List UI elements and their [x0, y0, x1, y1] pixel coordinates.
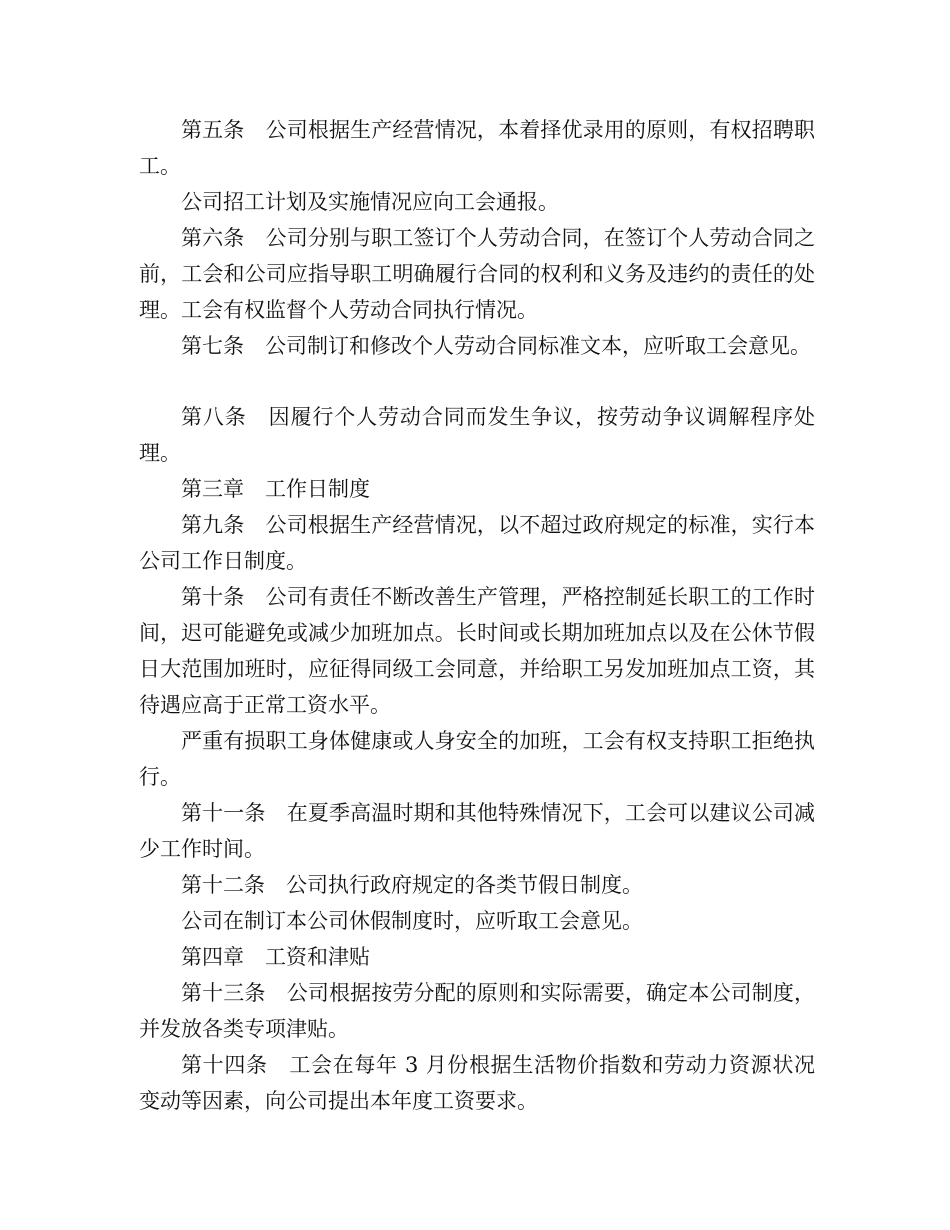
article-12-note: 公司在制订本公司休假制度时，应听取工会意见。: [181, 909, 643, 933]
article-13: 第十三条 公司根据按劳分配的原则和实际需要，确定本公司制度，并发放各类专项津贴。: [139, 981, 815, 1041]
chapter-3-heading: 第三章 工作日制度: [181, 477, 370, 501]
article-5-note: 公司招工计划及实施情况应向工会通报。: [181, 190, 559, 214]
article-6: 第六条 公司分别与职工签订个人劳动合同，在签订个人劳动合同之前，工会和公司应指导职工明确履行合同的权利和义务及违约的责任的处理。工会有权监督个人劳动合同执行情况。: [139, 226, 815, 322]
document-body: [139, 112, 815, 1119]
article-5: 第五条 公司根据生产经营情况，本着择优录用的原则，有权招聘职工。: [139, 118, 815, 178]
article-10-note: 严重有损职工身体健康或人身安全的加班，工会有权支持职工拒绝执行。: [139, 729, 815, 789]
paragraph-gap: [139, 364, 815, 399]
article-8: 第八条 因履行个人劳动合同而发生争议，按劳动争议调解程序处理。: [139, 405, 815, 465]
chapter-4-heading: 第四章 工资和津贴: [181, 945, 370, 969]
article-7: 第七条 公司制订和修改个人劳动合同标准文本，应听取工会意见。: [181, 334, 811, 358]
article-11: 第十一条 在夏季高温时期和其他特殊情况下，工会可以建议公司减少工作时间。: [139, 801, 815, 861]
article-9: 第九条 公司根据生产经营情况，以不超过政府规定的标准，实行本公司工作日制度。: [139, 513, 815, 573]
article-14: 第十四条 工会在每年 3 月份根据生活物价指数和劳动力资源状况变动等因素，向公司提出本年度工资要求。: [139, 1053, 815, 1113]
article-10: 第十条 公司有责任不断改善生产管理，严格控制延长职工的工作时间，迟可能避免或减少加班加点。长时间或长期加班加点以及在公休节假日大范围加班时，应征得同级工会同意，并给职工另发加班加点工资，其待遇应高于正常工资水平。: [139, 585, 815, 717]
article-12: 第十二条 公司执行政府规定的各类节假日制度。: [181, 873, 643, 897]
